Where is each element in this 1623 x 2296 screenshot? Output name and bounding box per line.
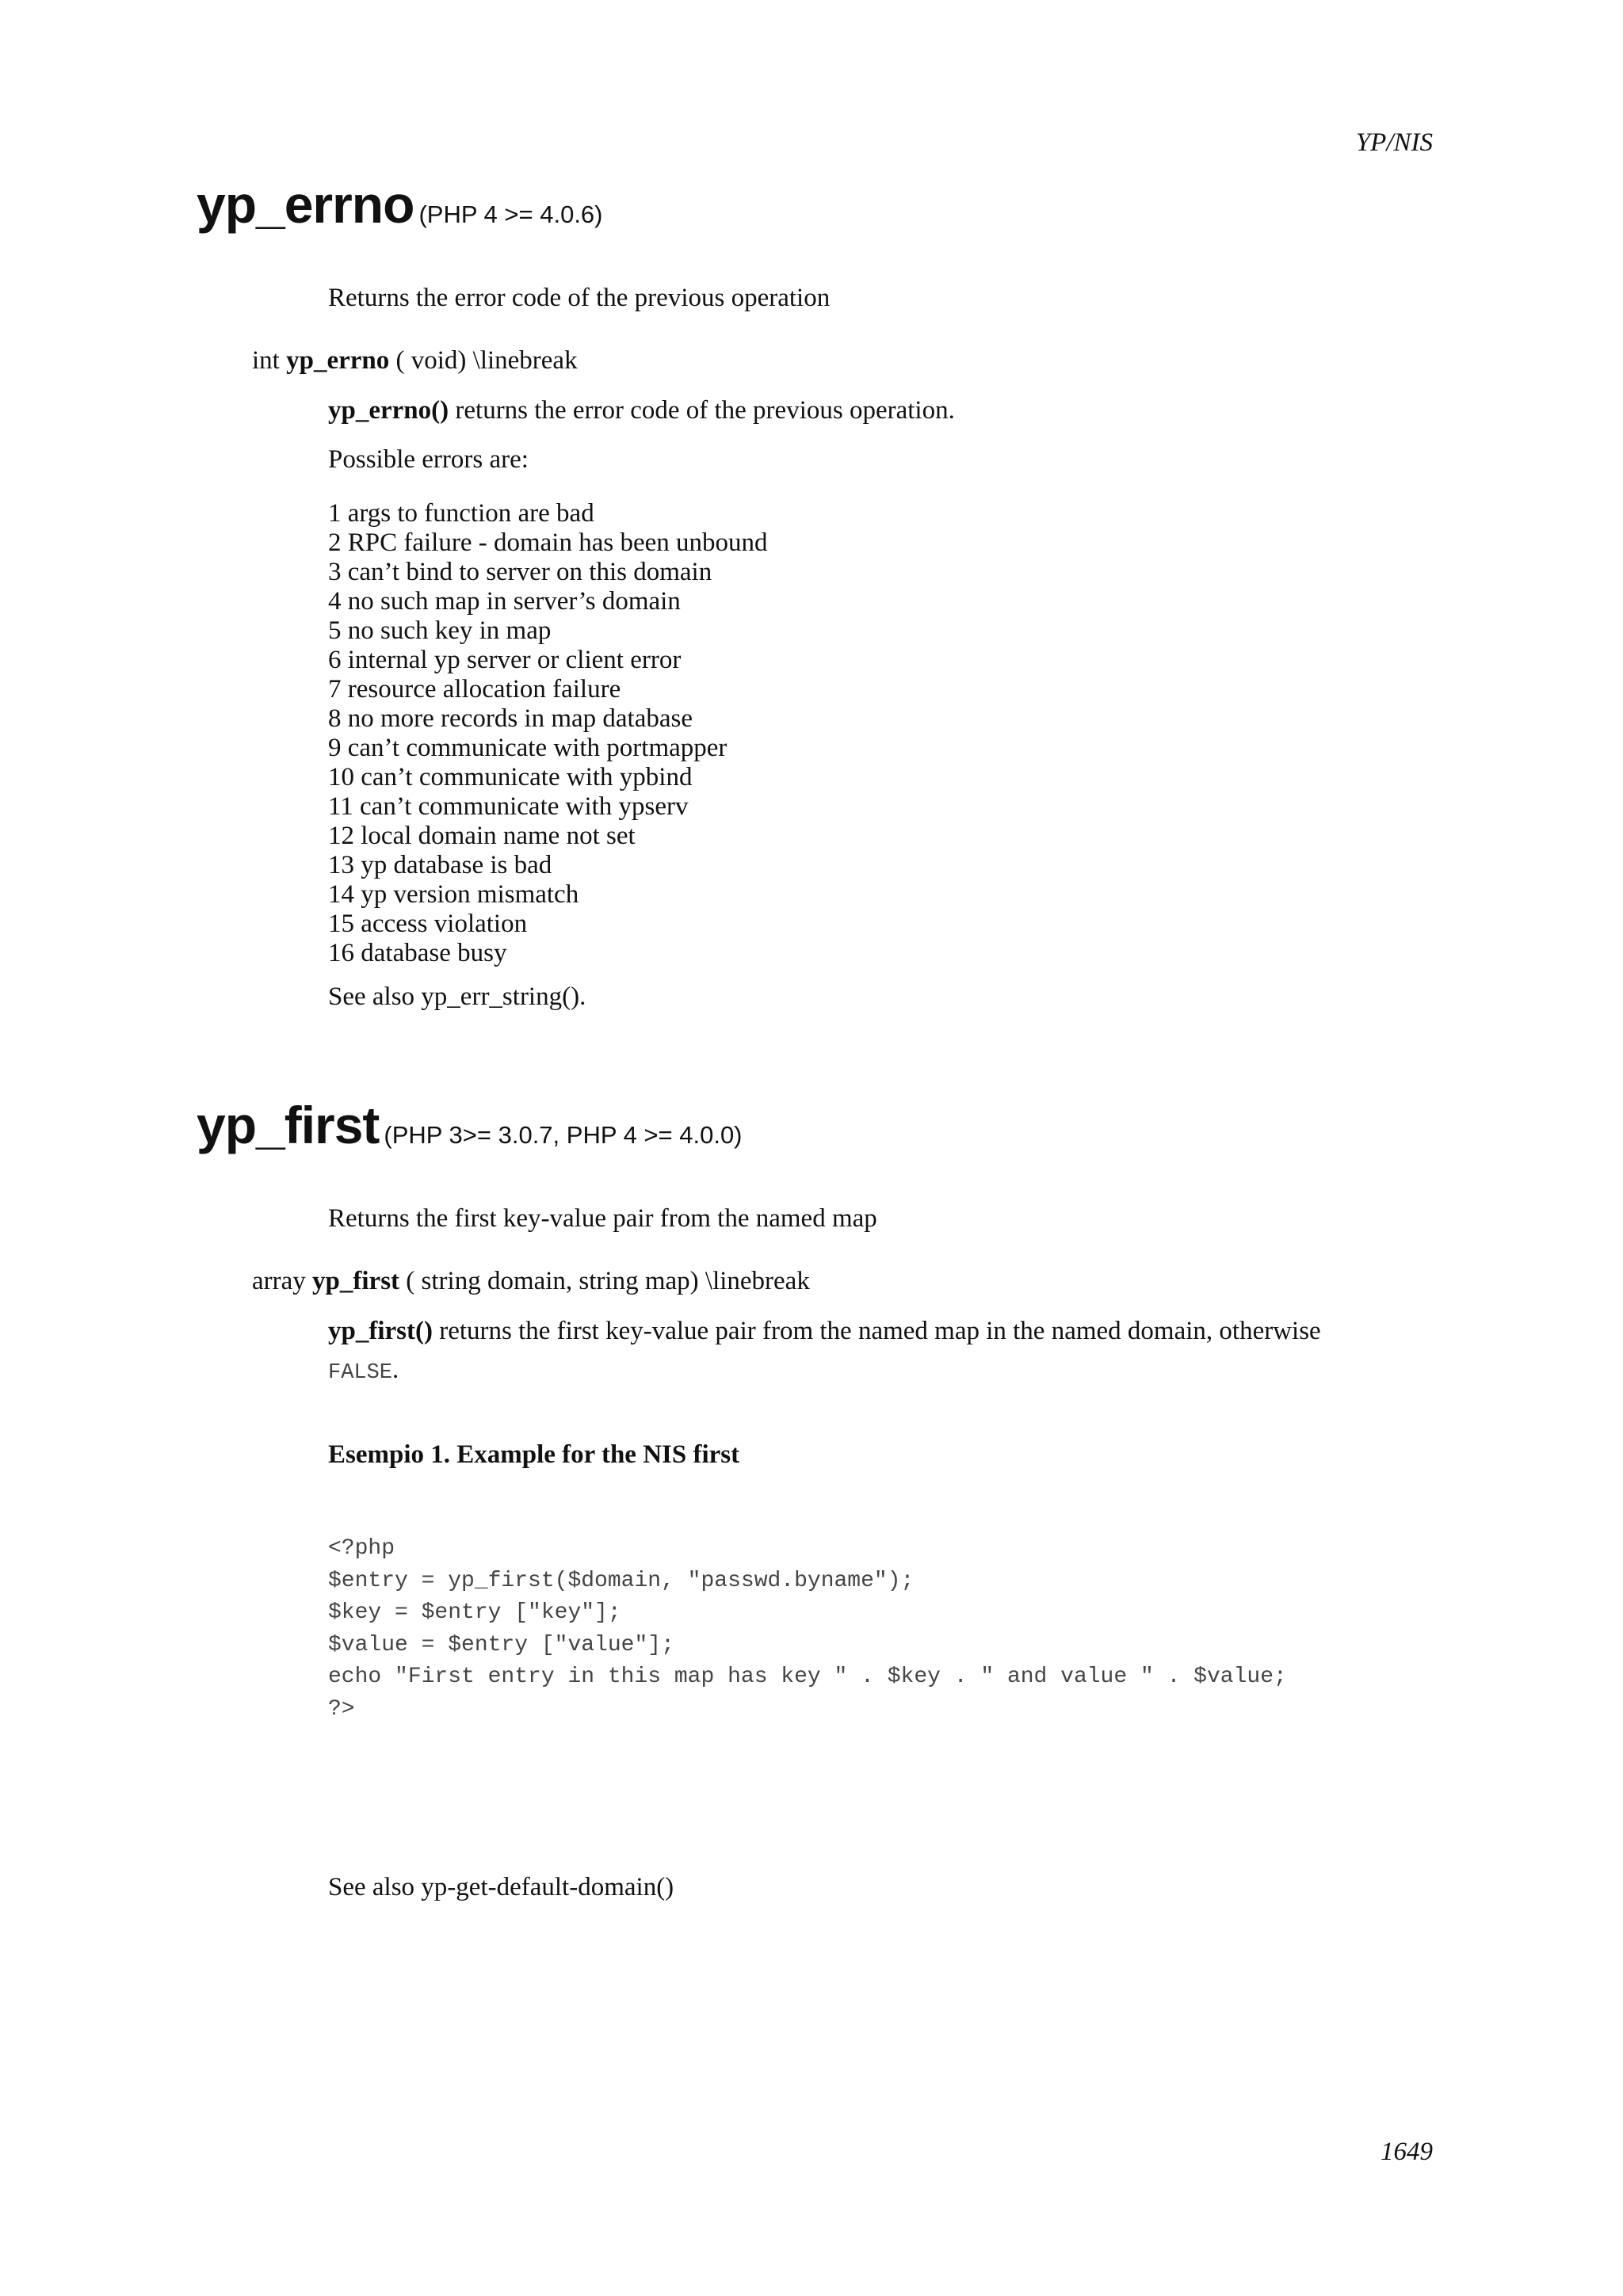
list-item: 14 yp version mismatch: [328, 880, 579, 909]
see-also-yp-get-default-domain: See also yp-get-default-domain(): [328, 1873, 674, 1901]
version-info: (PHP 4 >= 4.0.6): [418, 200, 603, 228]
version-info: (PHP 3>= 3.0.7, PHP 4 >= 4.0.0): [384, 1121, 743, 1149]
list-item: 7 resource allocation failure: [328, 675, 621, 704]
page-number: 1649: [1381, 2138, 1433, 2166]
list-item: 13 yp database is bad: [328, 851, 552, 879]
function-name: yp_first: [197, 1096, 380, 1154]
list-item: 12 local domain name not set: [328, 822, 636, 850]
see-also-yp-err-string: See also yp_err_string().: [328, 982, 586, 1011]
running-header: YP/NIS: [1355, 128, 1433, 157]
return-type: int: [252, 346, 280, 375]
list-item: 2 RPC failure - domain has been unbound: [328, 528, 768, 557]
function-prototype: [252, 346, 578, 376]
return-type: array: [252, 1267, 306, 1295]
error-list: [328, 499, 768, 968]
false-period: .: [392, 1356, 399, 1384]
description-text: returns the error code of the previous operation.: [449, 396, 955, 425]
code-line: <?php: [328, 1536, 395, 1561]
list-item: 3 can’t bind to server on this domain: [328, 558, 712, 586]
list-item: 11 can’t communicate with ypserv: [328, 792, 689, 821]
function-purpose: Returns the error code of the previous operation: [328, 284, 831, 312]
description-function-name: yp_errno(): [328, 396, 449, 425]
code-line: ?>: [328, 1696, 355, 1722]
list-item: 6 internal yp server or client error: [328, 646, 682, 674]
list-item: 5 no such key in map: [328, 616, 552, 645]
list-item: 16 database busy: [328, 939, 507, 967]
code-line: $value = $entry ["value"];: [328, 1632, 674, 1657]
prototype-args: ( void) \linebreak: [395, 346, 578, 375]
list-item: 9 can’t communicate with portmapper: [328, 734, 727, 762]
list-item: 8 no more records in map database: [328, 704, 693, 733]
description-text: returns the first key-value pair from the named map in the named domain, otherwise: [432, 1317, 1321, 1345]
function-purpose: Returns the first key-value pair from the named map: [328, 1204, 877, 1233]
possible-errors-label: Possible errors are:: [328, 445, 529, 474]
false-constant: FALSE: [328, 1361, 393, 1385]
code-line: $key = $entry ["key"];: [328, 1600, 621, 1625]
function-description: [328, 1317, 1321, 1346]
false-constant-line: [328, 1356, 399, 1385]
function-heading-yp-errno: [197, 174, 603, 235]
list-item: 4 no such map in server’s domain: [328, 587, 681, 616]
prototype-args: ( string domain, string map) \linebreak: [406, 1267, 810, 1295]
list-item: 1 args to function are bad: [328, 499, 594, 528]
prototype-function-name: yp_errno: [286, 346, 390, 375]
list-item: 15 access violation: [328, 910, 528, 938]
description-function-name: yp_first(): [328, 1317, 433, 1345]
function-heading-yp-first: [197, 1095, 743, 1155]
function-name: yp_errno: [197, 175, 414, 234]
function-description: [328, 396, 955, 425]
code-line: echo "First entry in this map has key " . $key . " and value " . $value;: [328, 1665, 1287, 1689]
prototype-function-name: yp_first: [312, 1267, 400, 1295]
code-example: [328, 1533, 1287, 1726]
list-item: 10 can’t communicate with ypbind: [328, 763, 693, 791]
function-prototype: [252, 1267, 810, 1296]
code-line: $entry = yp_first($domain, "passwd.byname");: [328, 1568, 915, 1593]
example-title: Esempio 1. Example for the NIS first: [328, 1440, 740, 1469]
